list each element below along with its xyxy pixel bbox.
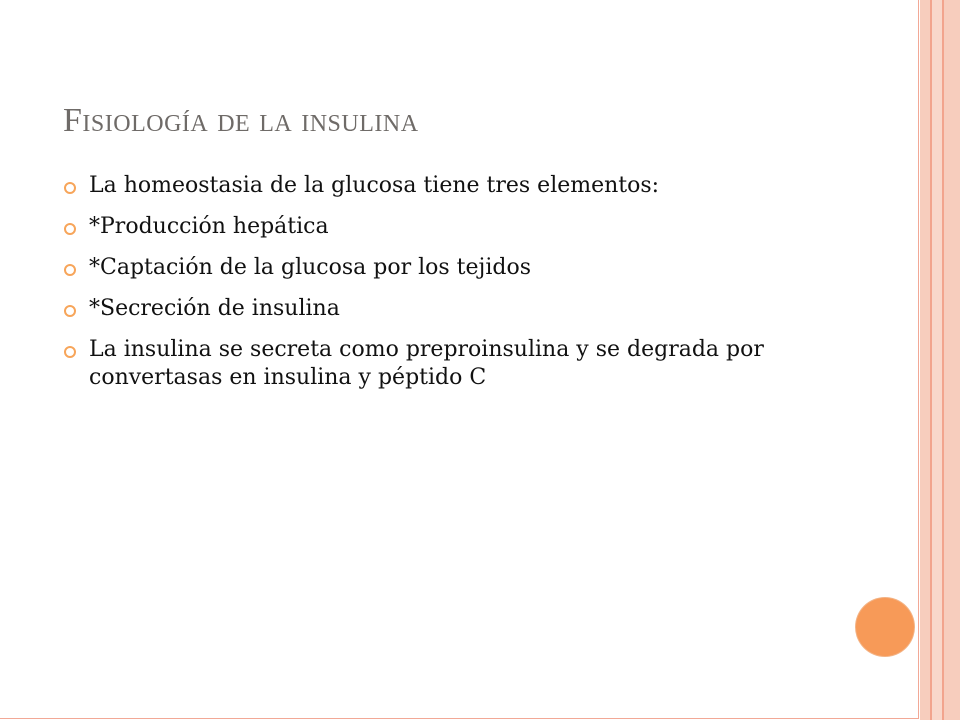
bullet-text: *Producción hepática [89, 214, 329, 239]
bullet-text: La homeostasia de la glucosa tiene tres elementos: [89, 173, 660, 198]
bullet-item [63, 336, 843, 392]
decorative-stripe [920, 0, 930, 720]
bullet-item [63, 254, 843, 282]
bullet-list [63, 172, 843, 405]
hollow-circle-bullet-icon [63, 345, 77, 359]
bullet-text: *Secreción de insulina [89, 296, 340, 321]
hollow-circle-bullet-icon [63, 263, 77, 277]
bullet-text: *Captación de la glucosa por los tejidos [89, 255, 531, 280]
hollow-circle-bullet-icon [63, 304, 77, 318]
bullet-item [63, 213, 843, 241]
hollow-circle-bullet-icon [63, 181, 77, 195]
slide-title: Fisiología de la insulina [63, 102, 419, 139]
accent-circle [856, 598, 914, 656]
bullet-item [63, 172, 843, 200]
decorative-stripe [944, 0, 960, 720]
bullet-text: La insulina se secreta como preproinsulina y se degrada por convertasas en insulina y péptido C [89, 337, 764, 390]
decorative-stripe [932, 0, 942, 720]
bullet-item [63, 295, 843, 323]
hollow-circle-bullet-icon [63, 222, 77, 236]
